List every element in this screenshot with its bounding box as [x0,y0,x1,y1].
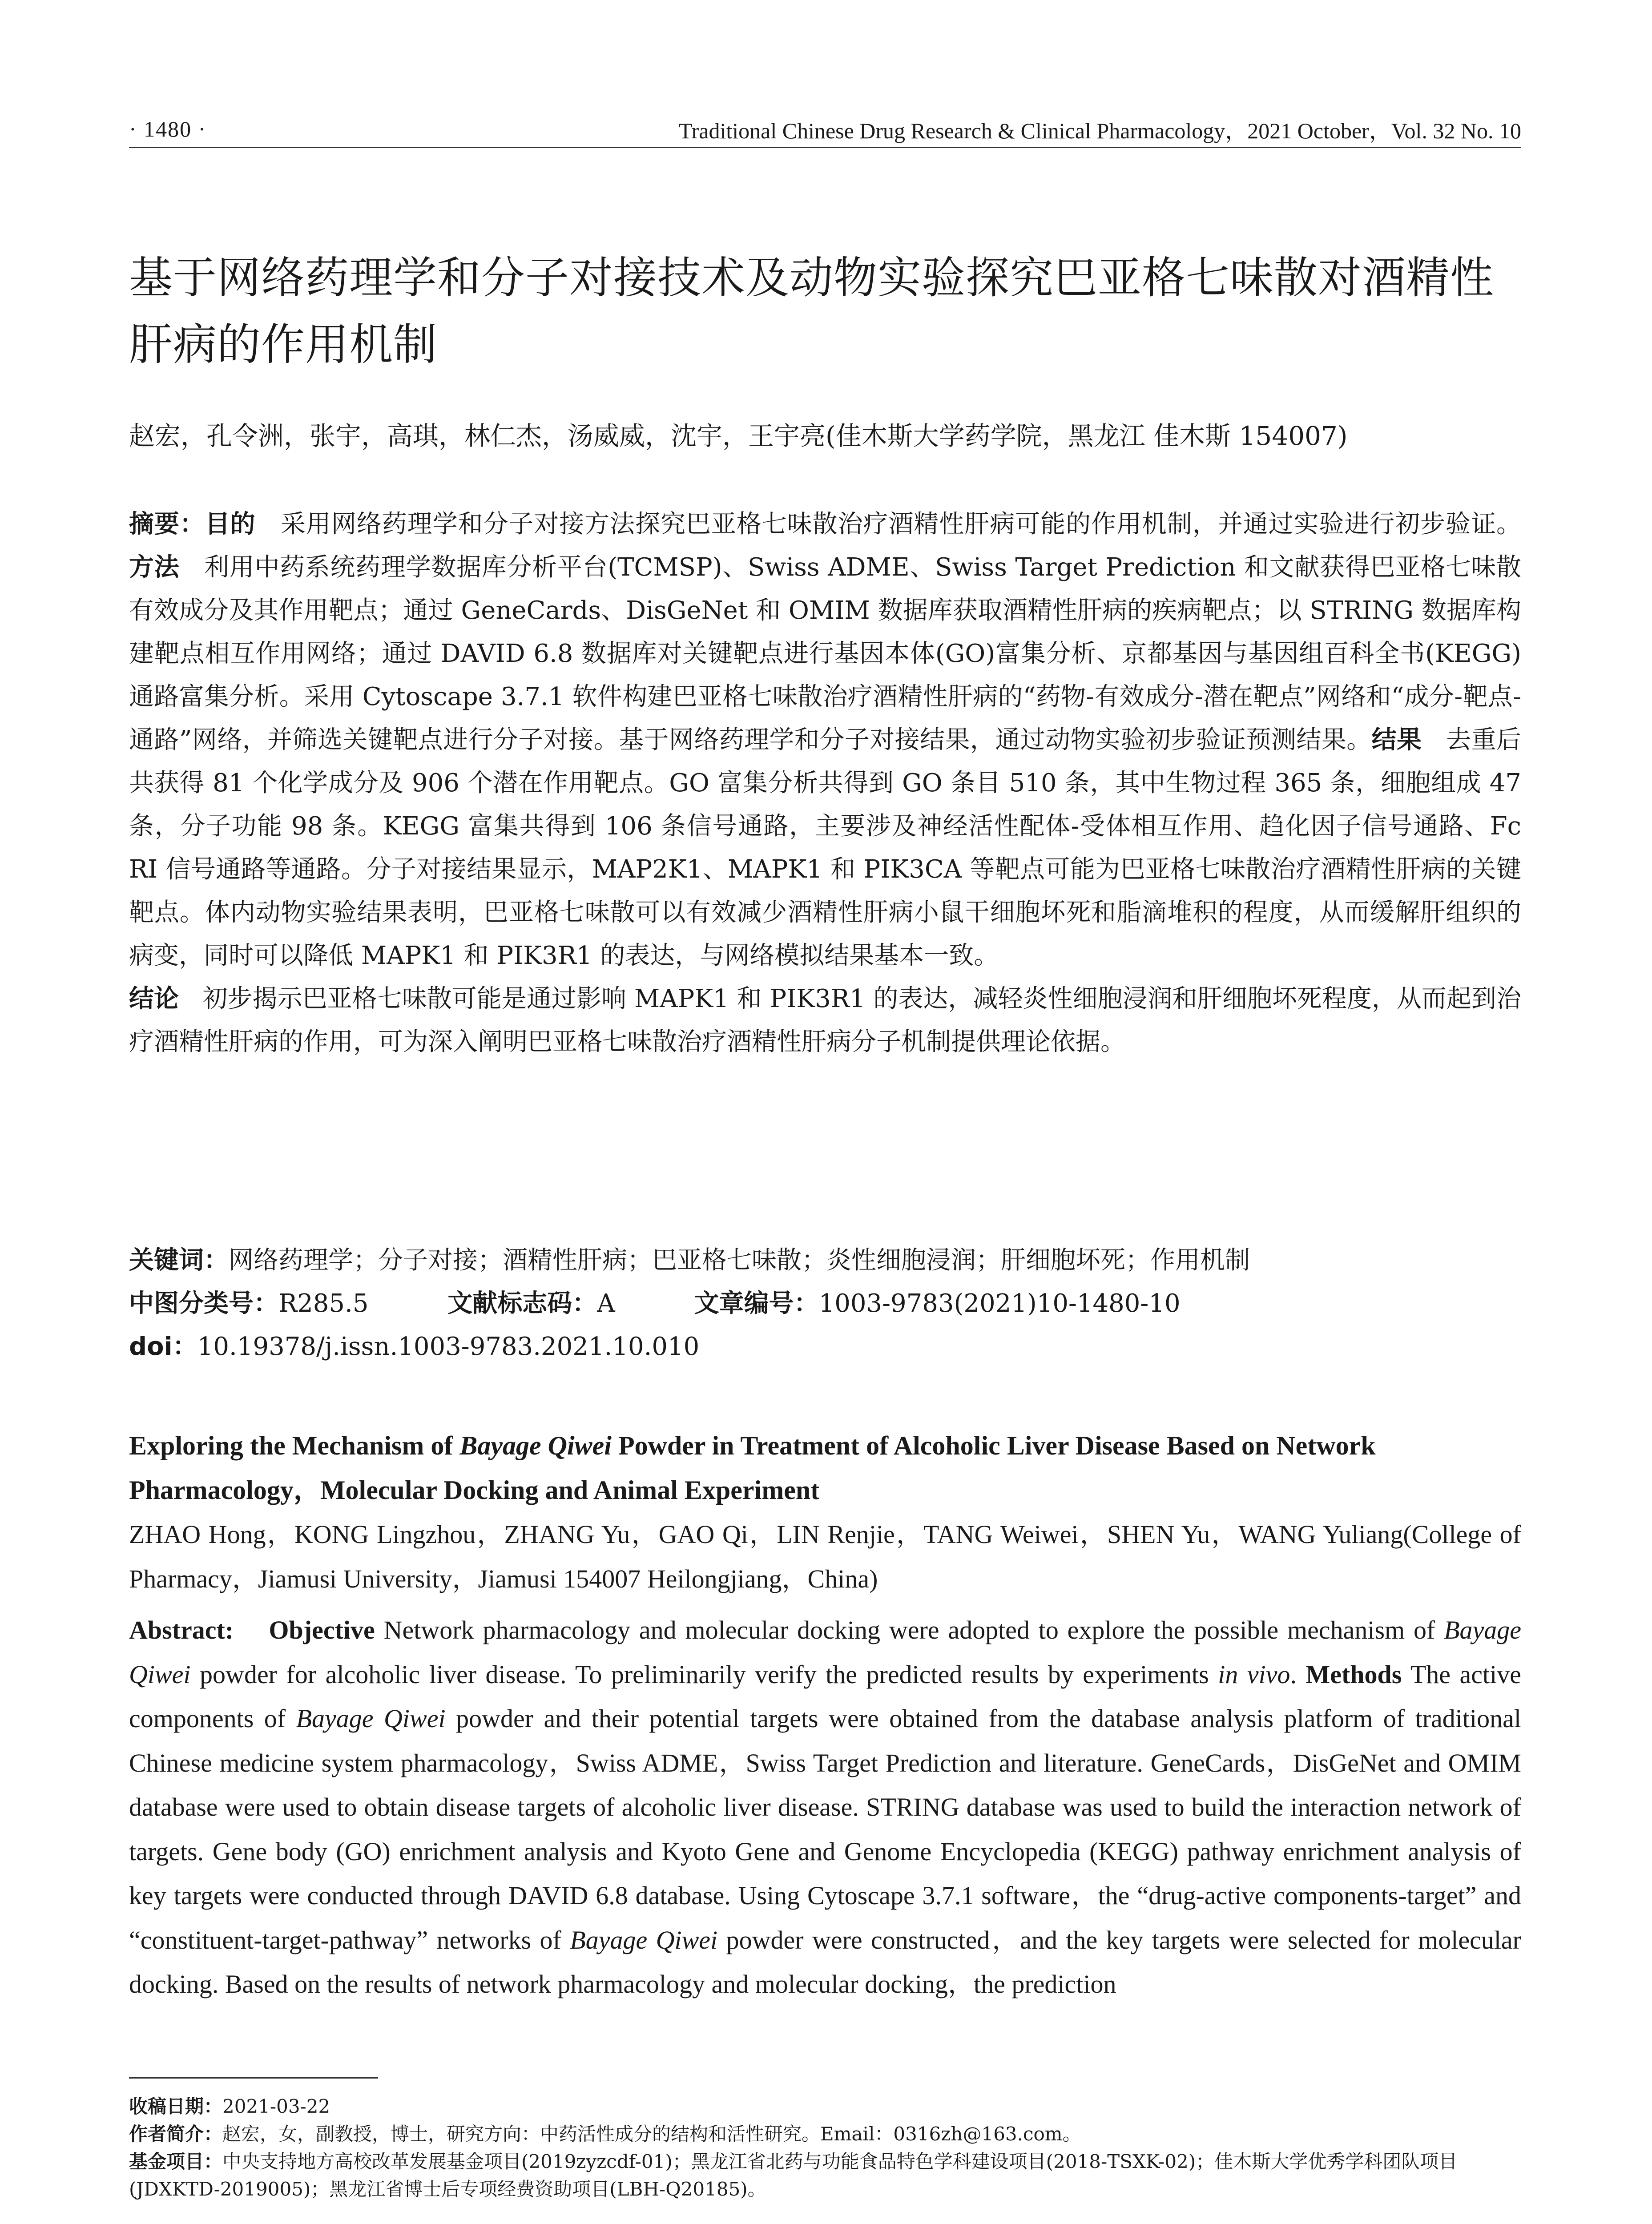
conclusion-text: 初步揭示巴亚格七味散可能是通过影响 MAPK1 和 PIK3R1 的表达，减轻炎性细胞浸润和肝细胞坏死程度，从而起到治疗酒精性肝病的作用，可为深入阐明巴亚格七味散治疗酒精性肝病分子机制提供理论依据。 [129,984,1522,1056]
footnote-fund [129,2148,1521,2203]
objective-en-text: . [1290,1660,1306,1689]
article-title-en [129,1423,1521,1512]
fund-text: 中央支持地方高校改革发展基金项目(2019zyzcdf-01)；黑龙江省北药与功能食品特色学科建设项目(2018-TSXK-02)；佳木斯大学优秀学科团队项目(JDXKTD-2019005)；黑龙江省博士后专项经费资助项目(LBH-Q20185)。 [129,2151,1458,2200]
methods-text: 利用中药系统药理学数据库分析平台(TCMSP)、Swiss ADME、Swiss Target Prediction 和文献获得巴亚格七味散有效成分及其作用靶点；通过 GeneCards、DisGeNet 和 OMIM 数据库获取酒精性肝病的疾病靶点；以 STRING 数据库构建靶点相互作用网络；通过 DAVID 6.8 数据库对关键靶点进行基因本体(GO)富集分析、京都基因与基因组百科全书(KEGG)通路富集分析。采用 Cytoscape 3.7.1 软件构建巴亚格七味散治疗酒精性肝病的“药物-有效成分-潜在靶点”网络和“成分-靶点-通路”网络，并筛选关键靶点进行分子对接。基于网络药理学和分子对接结果，通过动物实验初步验证预测结果。 [129,553,1522,754]
author-bio: 赵宏，女，副教授，博士，研究方向：中药活性成分的结构和活性研究。Email：0316zh@163.com。 [222,2123,1081,2145]
abstract-en-label: Abstract: [129,1616,234,1644]
fund-label: 基金项目： [129,2151,223,2172]
classification-line [129,1282,1521,1325]
doi-line [129,1325,1521,1368]
journal-citation: Traditional Chinese Drug Research & Clinical Pharmacology，2021 October，Vol. 32 No. 10 [678,118,1521,143]
received-date: 2021-03-22 [222,2095,330,2117]
objective-text: 采用网络药理学和分子对接方法探究巴亚格七味散治疗酒精性肝病可能的作用机制，并通过实验进行初步验证。 [280,510,1522,539]
title-en-part: Powder in Treatment of Alcoholic Liver Disease Based on Network Pharmacology，Molecular Docking and Animal Experiment [129,1431,1376,1505]
doc-code-label: 文献标志码： [447,1289,597,1318]
title-en-part: Exploring the Mechanism of [129,1431,460,1460]
doi-link[interactable]: 10.19378/j.issn.1003-9783.2021.10.010 [197,1332,700,1361]
herb-name: Bayage Qiwei [296,1704,446,1733]
objective-label: 目的 [205,510,256,539]
keywords-label: 关键词： [129,1246,229,1275]
article-no-label: 文章编号： [694,1289,819,1318]
keywords [129,1239,1521,1282]
footnote-rule [129,2077,378,2079]
title-en-herb: Bayage Qiwei [459,1431,612,1460]
objective-en-text: powder for alcoholic liver disease. To preliminarily verify the predicted results by experiments [190,1660,1218,1689]
authors-cn: 赵宏，孔令洲，张宇，高琪，林仁杰，汤威威，沈宇，王宇亮(佳木斯大学药学院，黑龙江 佳木斯 154007) [129,421,1348,451]
author-label: 作者简介： [129,2123,223,2145]
abstract-en [129,1608,1521,2006]
results-label: 结果 [1371,725,1422,754]
running-header [129,111,1521,148]
objective-en-label: Objective [269,1616,375,1644]
methods-en-label: Methods [1305,1660,1402,1689]
conclusion-label: 结论 [129,984,179,1013]
abstract-cn [129,503,1521,1064]
keywords-text: 网络药理学；分子对接；酒精性肝病；巴亚格七味散；炎性细胞浸润；肝细胞坏死；作用机制 [229,1246,1250,1275]
results-text: 去重后共获得 81 个化学成分及 906 个潜在作用靶点。GO 富集分析共得到 GO 条目 510 条，其中生物过程 365 条，细胞组成 47 条，分子功能 98 条。KEGG 富集共得到 106 条信号通路，主要涉及神经活性配体-受体相互作用、趋化因子信号通路、Fc RI 信号通路等通路。分子对接结果显示，MAP2K1、MAPK1 和 PIK3CA 等靶点可能为巴亚格七味散治疗酒精性肝病的关键靶点。体内动物实验结果表明，巴亚格七味散可以有效减少酒精性肝病小鼠干细胞坏死和脂滴堆积的程度，从而缓解肝组织的病变，同时可以降低 MAPK1 和 PIK3R1 的表达，与网络模拟结果基本一致。 [129,725,1521,970]
page-number: · 1480 · [129,117,207,141]
methods-en-text: The active components of [129,1660,1521,1733]
methods-label: 方法 [129,553,180,582]
methods-en-text: powder were constructed，and the key targets were selected for molecular docking. Based on the results of network pharmacology and molecular docking，the prediction [129,1925,1521,1998]
doi-label: doi： [129,1332,197,1361]
received-label: 收稿日期： [129,2095,223,2117]
objective-en-text: Network pharmacology and molecular docking were adopted to explore the possible mechanism of [375,1616,1444,1644]
clc-value: R285.5 [278,1289,369,1318]
abstract-label: 摘要： [129,510,205,539]
footnote-author [129,2120,1521,2148]
herb-name: Bayage Qiwei [570,1925,718,1954]
in-vivo-term: in vivo [1218,1660,1290,1689]
page [129,111,1522,2200]
herb-name: Bayage Qiwei [129,1616,1521,1689]
article-title-cn: 基于网络药理学和分子对接技术及动物实验探究巴亚格七味散对酒精性肝病的作用机制 [129,253,1495,370]
authors-en: ZHAO Hong，KONG Lingzhou，ZHANG Yu，GAO Qi，LIN Renjie，TANG Weiwei，SHEN Yu，WANG Yuliang(College of Pharmacy，Jiamusi University，Jiamusi 154007 Heilongjiang，China) [129,1520,1521,1593]
article-no-value: 1003-9783(2021)10-1480-10 [818,1289,1181,1318]
footnote-received [129,2093,1521,2120]
methods-en-text: powder and their potential targets were obtained from the database analysis platform of traditional Chinese medicine system pharmacology，Swiss ADME，Swiss Target Prediction and literature. GeneCards，DisGeNet and OMIM database were used to obtain disease targets of alcoholic liver disease. STRING database was used to build the interaction network of targets. Gene body (GO) enrichment analysis and Kyoto Gene and Genome Encyclopedia (KEGG) pathway enrichment analysis of key targets were conducted through DAVID 6.8 database. Using Cytoscape 3.7.1 software，the “drug-active components-target” and “constituent-target-pathway” networks of [129,1704,1521,1954]
doc-code-value: A [597,1289,615,1318]
clc-label: 中图分类号： [129,1289,278,1318]
